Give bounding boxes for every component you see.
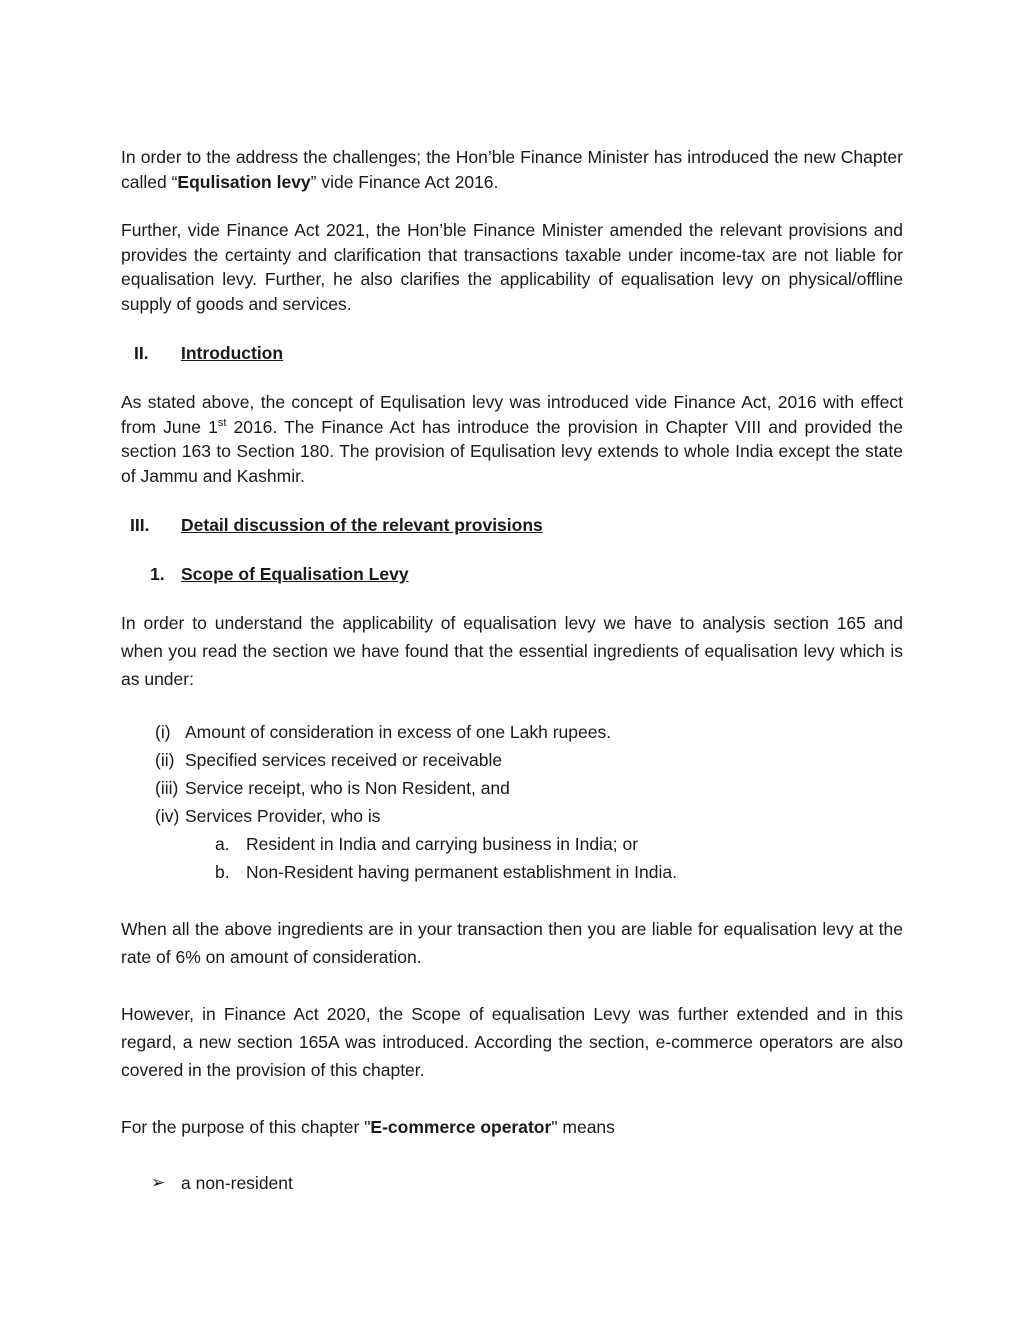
subsection-title: Scope of Equalisation Levy [181,564,409,584]
list-marker: a. [215,834,230,854]
list-item-text: Specified services received or receivable [185,750,503,770]
subsection-number: 1. [150,564,165,584]
list-marker: b. [215,862,230,882]
list-marker: (iii) [155,778,179,798]
list-item-text: Services Provider, who is [185,806,381,826]
section-number: III. [130,515,150,535]
section-title: Detail discussion of the relevant provisions [181,515,543,535]
list-item [121,718,903,746]
list-marker: (iv) [155,806,180,826]
ingredients-list [121,718,903,886]
arrow-bullet-icon: ➢ [151,1173,166,1192]
sub-list-item [121,858,903,886]
bold-term: Equlisation levy [177,171,311,192]
paragraph-text: " means [551,1117,615,1137]
list-item-text: Service receipt, who is Non Resident, and [185,778,510,798]
bold-term: E-commerce operator [370,1117,552,1137]
list-item [121,774,903,802]
list-item-text: Amount of consideration in excess of one Lakh rupees. [185,722,612,742]
list-item [121,746,903,774]
list-marker: (i) [155,722,171,742]
paragraph-intro [121,145,903,194]
sub-list-item [121,830,903,858]
paragraph-finance-act-2020: However, in Finance Act 2020, the Scope of equalisation Levy was further extended and in this regard, a new section 165A was introduced. According the section, e-commerce operators are also covered in the provision of this chapter. [121,1004,903,1080]
paragraph-text: For the purpose of this chapter " [121,1117,371,1137]
paragraph-text: ” vide Finance Act 2016. [310,171,499,192]
paragraph-amendment: Further, vide Finance Act 2021, the Hon’ble Finance Minister amended the relevant provisions and provides the certainty and clarification that transactions taxable under income-tax are not liable for equalisation levy. Further, he also clarifies the applicability of equalisation levy on physical/offline supply of goods and services. [121,220,903,314]
list-item [121,802,903,830]
superscript: st [217,416,227,429]
paragraph-text: 2016. The Finance Act has introduce the provision in Chapter VIII and provided the section 163 to Section 180. The provision of Equlisation levy extends to whole India except the state of Jammu and Kashmir. [121,416,904,486]
paragraph-liability: When all the above ingredients are in your transaction then you are liable for equalisation levy at the rate of 6% on amount of consideration. [121,919,903,967]
paragraph-definition [121,1113,903,1141]
section-title: Introduction [181,343,284,363]
list-marker: (ii) [155,750,175,770]
section-number: II. [134,343,149,363]
paragraph-concept [121,390,903,488]
bullet-item-text: a non-resident [181,1173,293,1193]
list-item-text: Non-Resident having permanent establishment in India. [246,862,677,882]
list-item-text: Resident in India and carrying business in India; or [246,834,639,854]
paragraph-text: In order to the address the challenges; the Hon’ble Finance Minister has introduced the new Chapter called “ [121,147,903,192]
paragraph-text: As stated above, the concept of Equlisation levy was introduced vide Finance Act, 2016 with effect from June 1 [121,392,903,437]
paragraph-applicability: In order to understand the applicability of equalisation levy we have to analysis section 165 and when you read the section we have found that the essential ingredients of equalisation levy which is as under: [121,613,903,689]
